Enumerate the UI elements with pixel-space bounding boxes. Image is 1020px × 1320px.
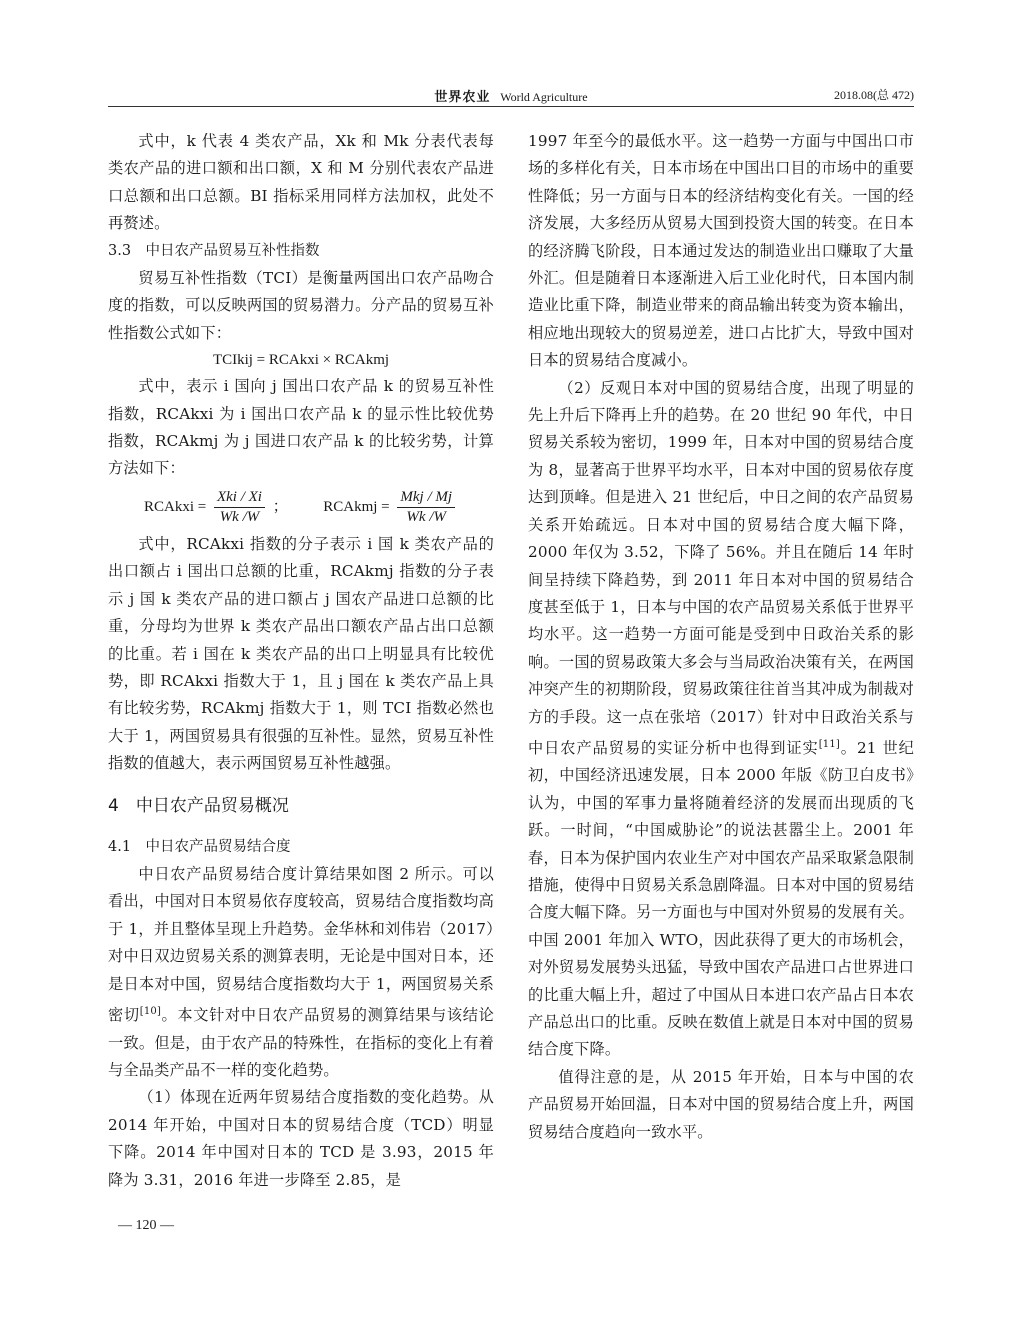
- rca-x-fraction: [214, 488, 265, 527]
- rca-m-label: RCAkmj =: [323, 498, 390, 515]
- rca-x-label: RCAkxi =: [144, 498, 207, 515]
- running-header: [108, 84, 914, 107]
- equation-rca: [108, 487, 494, 527]
- paragraph: （1）体现在近两年贸易结合度指数的变化趋势。从 2014 年开始，中国对日本的贸易结合度（TCD）明显下降。2014 年中国对日本的 TCD 是 3.93，2015 年降为 3.31，2016 年进一步降至 2.85，是: [108, 1088, 494, 1189]
- journal-title: [108, 86, 914, 105]
- rca-x-numerator: Xki / Xi: [214, 488, 265, 508]
- rca-x-denominator: Wk /W: [219, 508, 260, 525]
- rca-m-fraction: [397, 488, 455, 527]
- equation-separator: ；: [272, 498, 288, 515]
- right-column: [528, 128, 914, 1146]
- paragraph: 式中，表示 i 国向 j 国出口农产品 k 的贸易互补性指数，RCAkxi 为 i 国出口农产品 k 的显示性比较优势指数，RCAkmj 为 j 国进口农产品 k 的比较劣势，计算方法如下：: [108, 377, 494, 478]
- section-heading-3-3: 3.3 中日农产品贸易互补性指数: [108, 242, 320, 259]
- paragraph: 式中，RCAkxi 指数的分子表示 i 国 k 类农产品的出口额占 i 国出口总额的比重，RCAkmj 指数的分子表示 j 国 k 类农产品的进口额占 j 国农产品进口总额的比重，分母均为世界 k 类农产品出口额农产品占出口总额的比重。若 i 国在 k 类农产品的出口上明显具有比较优势，即 RCAkxi 指数大于 1，且 j 国在 k 类农产品上具有比较劣势，RCAkmj 指数大于 1，则 TCI 指数必然也大于 1，两国贸易具有很强的互补性。显然，贸易互补性指数的值越大，表示两国贸易互补性越强。: [108, 534, 494, 773]
- left-column: [108, 128, 494, 1194]
- section-heading-4: 4 中日农产品贸易概况: [108, 795, 289, 816]
- issue-number: 2018.08(总 472): [834, 88, 914, 102]
- paragraph: [528, 375, 914, 1064]
- paragraph: 贸易互补性指数（TCI）是衡量两国出口农产品吻合度的指数，可以反映两国的贸易潜力。分产品的贸易互补性指数公式如下：: [108, 269, 494, 342]
- paragraph-text: 中日农产品贸易结合度计算结果如图 2 所示。可以看出，中国对日本贸易依存度较高，贸易结合度指数均高于 1，并且整体呈现上升趋势。金华林和刘伟岩（2017）对中日双边贸易关系的测算表明，无论是中国对日本，还是日本对中国，贸易结合度指数均大于 1，两国贸易关系密切: [108, 865, 494, 1025]
- paragraph: 式中，k 代表 4 类农产品，Xk 和 Mk 分表代表每类农产品的进口额和出口额，X 和 M 分别代表农产品进口总额和出口总额。BI 指标采用同样方法加权，此处不再赘述。: [108, 132, 494, 233]
- paragraph-text: 。21 世纪初，中国经济迅速发展，日本 2000 年版《防卫白皮书》认为，中国的军事力量将随着经济的发展而出现质的飞跃。一时间，“中国威胁论”的说法甚嚣尘上。2001 年春，日本为保护国内农业生产对中国农产品采取紧急限制措施，使得中日贸易关系急剧降温。日本对中国的贸易结合度大幅下降。另一方面也与中国对外贸易的发展有关。中国 2001 年加入 WTO，因此获得了更大的市场机会，对外贸易发展势头迅猛，导致中国农产品进口占世界进口的比重大幅上升，超过了中国从日本进口农产品占日本农产品总出口的比重。反映在数值上就是日本对中国的贸易结合度下降。: [528, 739, 914, 1059]
- rca-m-denominator: Wk /W: [406, 508, 446, 525]
- paragraph: 值得注意的是，从 2015 年开始，日本与中国的农产品贸易开始回温，日本对中国的贸易结合度上升，两国贸易结合度趋向一致水平。: [528, 1067, 914, 1141]
- page-number: — 120 —: [118, 1218, 174, 1233]
- paragraph-text: 。本文针对中日农产品贸易的测算结果与该结论一致。但是，由于农产品的特殊性，在指标的变化上有着与全品类产品不一样的变化趋势。: [108, 1006, 494, 1079]
- rca-m-numerator: Mkj / Mj: [397, 488, 455, 508]
- citation-ref: [11]: [818, 738, 841, 750]
- journal-name-en: World Agriculture: [500, 90, 588, 104]
- citation-ref: [10]: [139, 1006, 162, 1018]
- journal-logo: 世界农业: [434, 90, 491, 105]
- paragraph: [108, 861, 494, 1084]
- section-heading-4-1: 4.1 中日农产品贸易结合度: [108, 838, 291, 855]
- paragraph-text: （2）反观日本对中国的贸易结合度，出现了明显的先上升后下降再上升的趋势。在 20 世纪 90 年代，中日贸易关系较为密切，1999 年，日本对中国的贸易结合度为 8，显著高于世界平均水平，日本对中国的贸易依存度达到顶峰。但是进入 21 世纪后，中日之间的农产品贸易关系开始疏远。日本对中国的贸易结合度大幅下降，2000 年仅为 3.52，下降了 56%。并且在随后 14 年时间呈持续下降趋势，到 2011 年日本对中国的贸易结合度甚至低于 1，日本与中国的农产品贸易关系低于世界平均水平。这一趋势一方面可能是受到中日政治关系的影响。一国的贸易政策大多会与当局政治决策有关，在两国冲突产生的初期阶段，贸易政策往往首当其冲成为制裁对方的手段。这一点在张培（2017）针对中日政治关系与中日农产品贸易的实证分析中也得到证实: [528, 378, 914, 757]
- equation-tci: TCIkij = RCAkxi × RCAkmj: [212, 352, 390, 369]
- paragraph: 1997 年至今的最低水平。这一趋势一方面与中国出口市场的多样化有关，日本市场在中国出口目的市场中的重要性降低；另一方面与日本的经济结构变化有关。一国的经济发展，大多经历从贸易大国到投资大国的转变。在日本的经济腾飞阶段，日本通过发达的制造业出口赚取了大量外汇。但是随着日本逐渐进入后工业化时代，日本国内制造业比重下降，制造业带来的商品输出转变为资本输出，相应地出现较大的贸易逆差，进口占比扩大，导致中国对日本的贸易结合度减小。: [528, 132, 914, 370]
